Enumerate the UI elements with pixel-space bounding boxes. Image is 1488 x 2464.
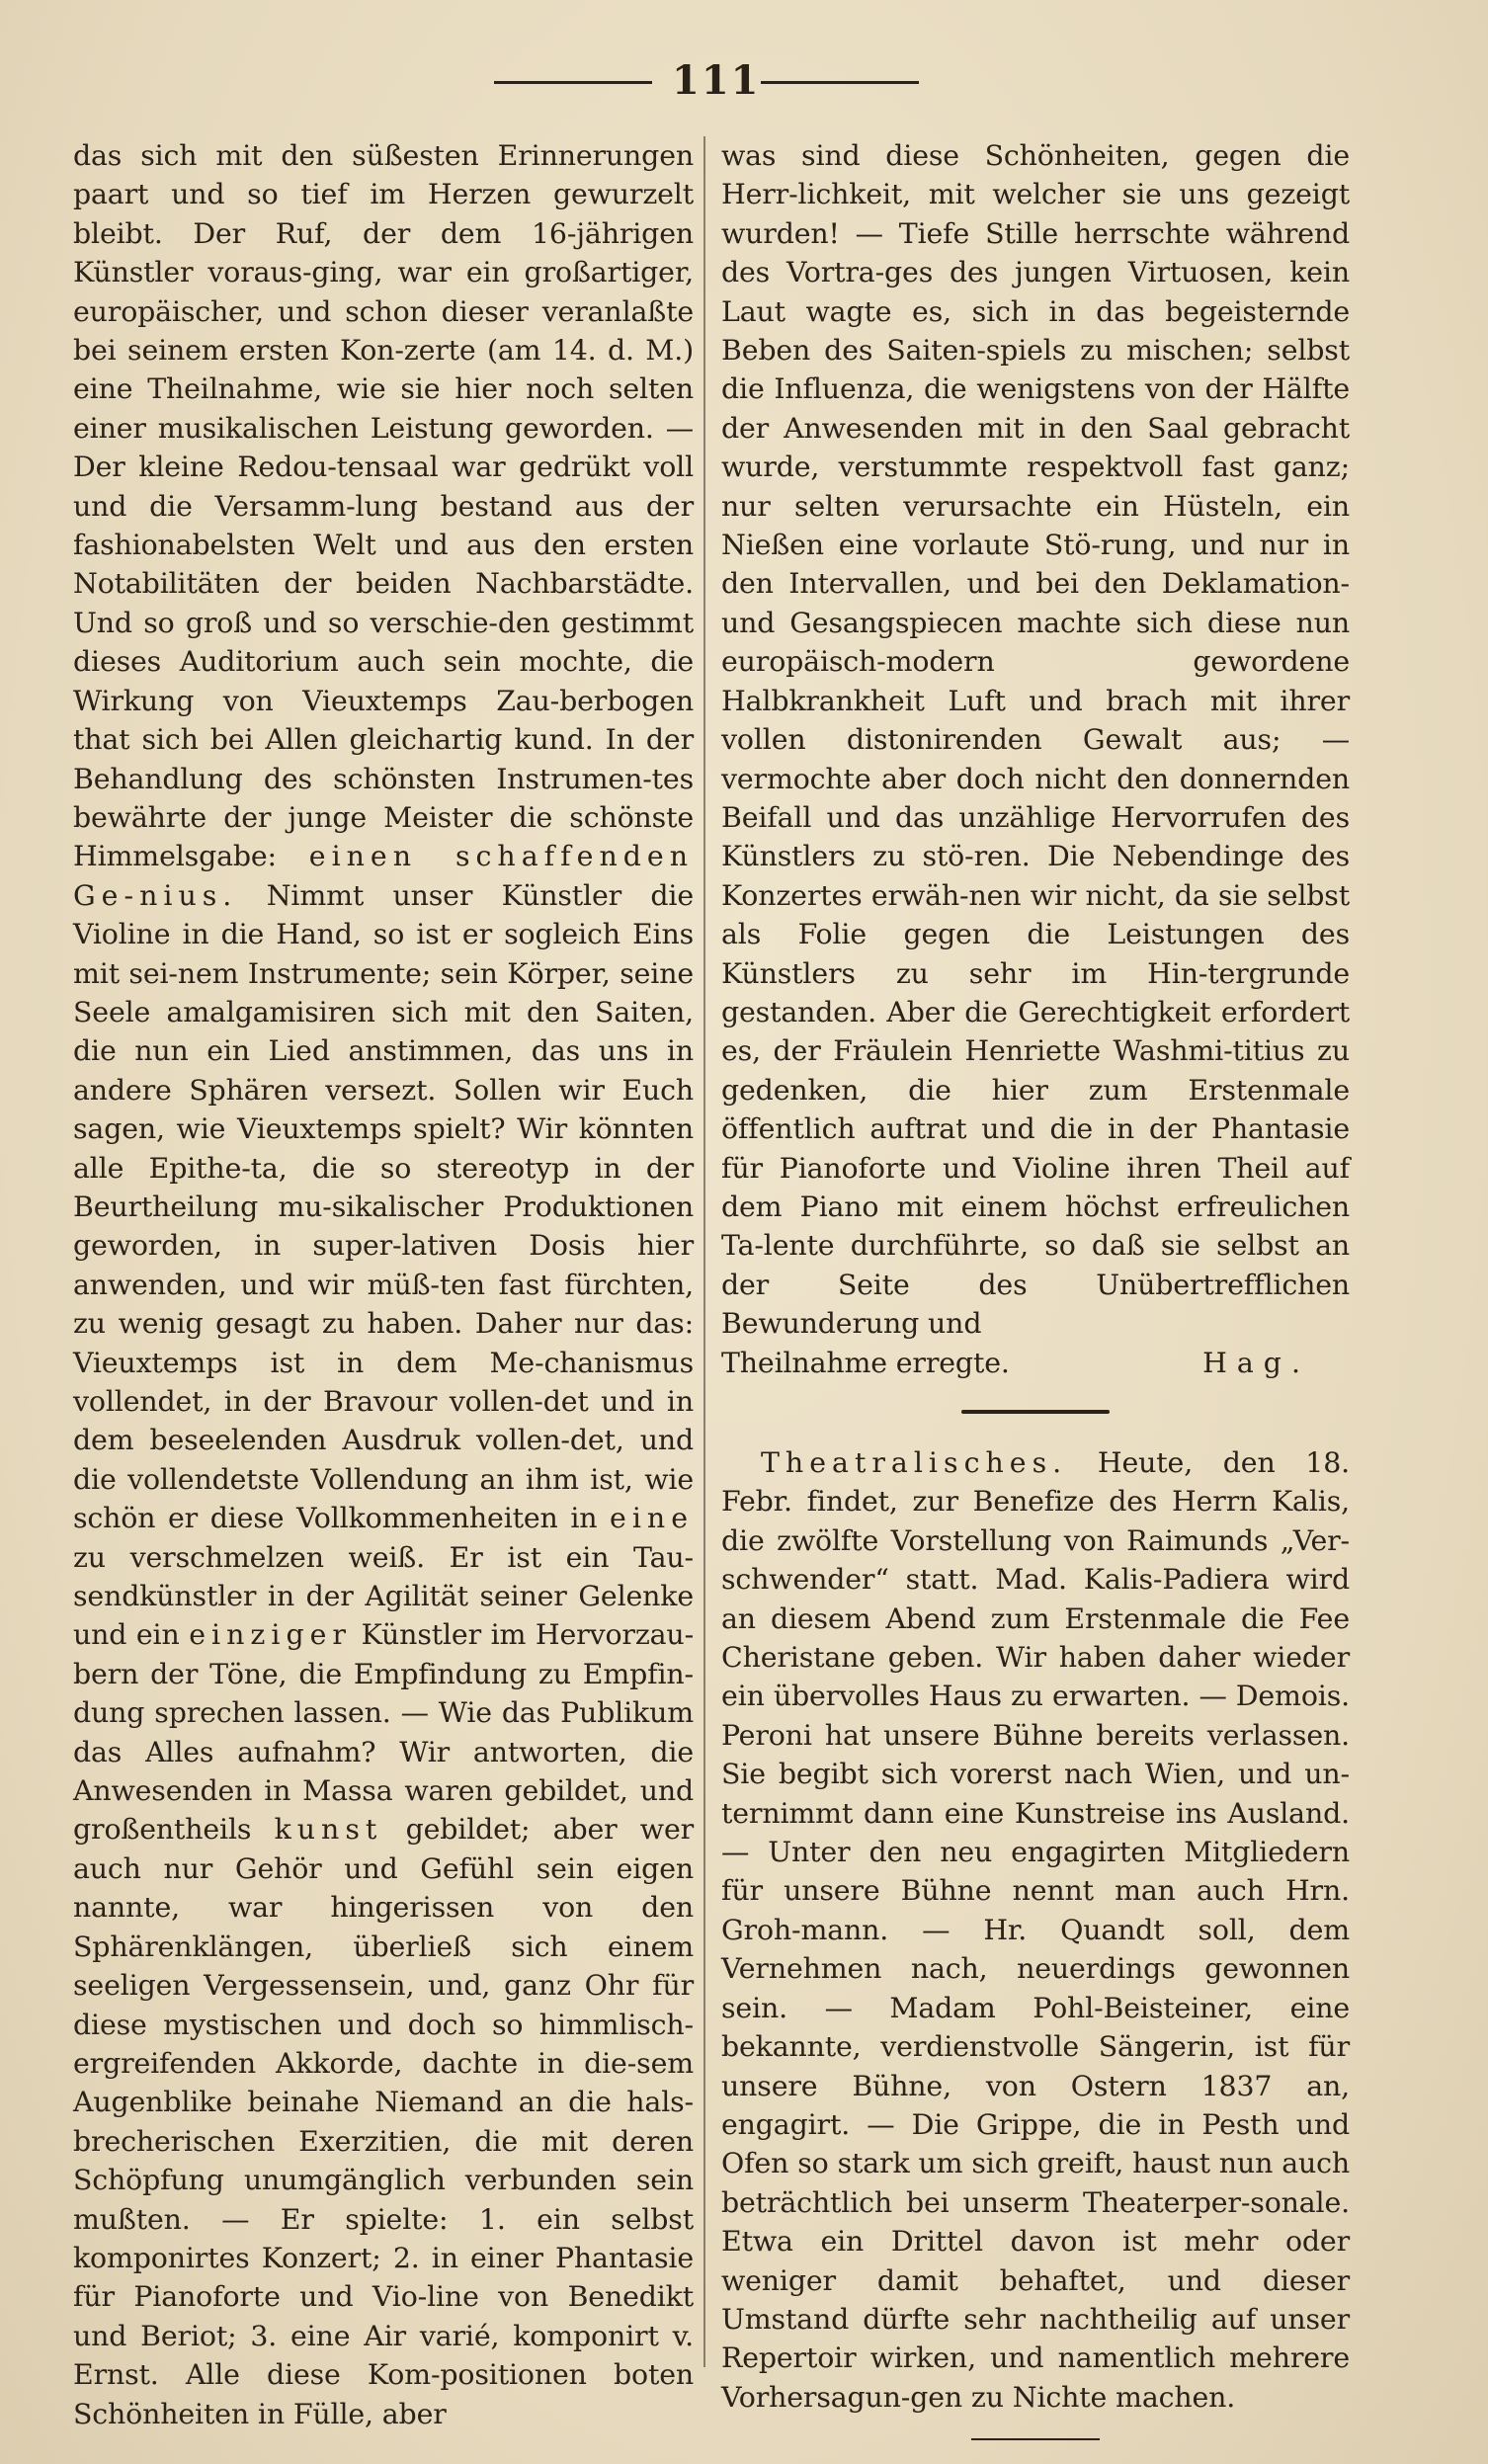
section-separator [961, 1410, 1110, 1414]
end-rule [971, 2438, 1100, 2440]
text-segment: das sich mit den süßesten Erinnerungen paart und so tief im Herzen gewurzelt bleibt. Der Ruf, der dem 16-jährigen Künstler voraus-ging, war ein großartiger, europäischer, und schon dieser veranlaßte bei seinem ersten Kon-zerte (am 14. d. M.) eine Theilnahme, wie sie hier noch selten einer musikalischen Leistung geworden. — Der kleine Redou-tensaal war gedrükt voll und die Versamm-lung bestand aus der fashionabelsten Welt und aus den ersten Notabilitäten der beiden Nachbarstädte. Und so groß und so verschie-den gestimmt dieses Auditorium auch sein mochte, die Wirkung von Vieuxtemps Zau-berbogen that sich bei Allen gleichartig kund. In der Behandlung des schönsten Instrumen-tes bewährte der junge Meister die schönste Himmelsgabe: [73, 139, 694, 873]
text-segment: zu verschmelzen weiß. Er ist ein Tau-sendkünstler in der Agilität seiner Gelenke und ein [73, 1540, 694, 1652]
right-column [721, 136, 1350, 2440]
author-signature: Hag. [1202, 1346, 1310, 1379]
text-segment: gebildet; aber wer auch nur Gehör und Gefühl sein eigen nannte, war hingerissen von den Sphärenklängen, überließ sich einem seeligen Vergessensein, und, ganz Ohr für diese mystischen und doch so himmlisch-ergreifenden Akkorde, dachte in die-sem Augenblike beinahe Niemand an die hals-brecherischen Exerzitien, die mit deren Schöpfung unumgänglich verbunden sein mußten. — Er spielte: 1. ein selbst komponirtes Konzert; 2. in einer Phantasie für Pianoforte und Vio-line von Benedikt und Beriot; 3. eine Air varié, komponirt v. Ernst. Alle diese Kom-positionen boten Schönheiten in Fülle, aber [73, 1813, 695, 2430]
spaced-emphasis: einen schaffenden Ge-nius. [73, 840, 694, 912]
spaced-emphasis: einziger [189, 1618, 352, 1652]
article-vieuxtemps-body [73, 136, 694, 2433]
article-vieuxtemps-continued: was sind diese Schönheiten, gegen die Herr-lichkeit, mit welcher sie uns gezeigt wurden! — Tiefe Stille herrschte während des Vortra-ges des jungen Virtuosen, kein Laut wagte es, sich in das begeisternde Beben des Saiten-spiels zu mischen; selbst die Influenza, die wenigstens von der Hälfte der Anwesenden mit in den Saal gebracht wurde, verstummte respektvoll fast ganz; nur selten verursachte ein Hüsteln, ein Nießen eine vorlaute Stö-rung, und nur in den Intervallen, und bei den Deklamation- und Gesangspiecen machte sich diese nun europäisch-modern gewordene Halbkrankheit Luft und brach mit ihrer vollen distonirenden Gewalt aus; — vermochte aber doch nicht den donnernden Beifall und das unzählige Hervorrufen des Künstlers zu stö-ren. Die Nebendinge des Konzertes erwäh-nen wir nicht, da sie selbst als Folie gegen die Leistungen des Künstlers zu sehr im Hin-tergrunde gestanden. Aber die Gerechtigkeit erfordert es, der Fräulein Henriette Washmi-titius zu gedenken, die hier zum Erstenmale öffentlich auftrat und die in der Phantasie für Pianoforte und Violine ihren Theil auf dem Piano mit einem höchst erfreulichen Ta-lente durchführte, so daß sie selbst an der Seite des Unübertrefflichen Bewunderung und [721, 139, 1350, 1341]
closing-line: Theilnahme erregte. [721, 1346, 1010, 1379]
left-column [73, 136, 694, 2433]
spaced-emphasis: eine [610, 1502, 694, 1535]
signature-line [721, 1344, 1350, 1382]
header-rule-left [494, 81, 652, 84]
page-header [0, 57, 1488, 103]
page-number: 111 [672, 57, 761, 104]
theater-heading: Theatralisches. [761, 1446, 1068, 1479]
header-rule-right [761, 81, 919, 84]
column-divider [703, 136, 705, 2367]
spaced-emphasis: kunst [274, 1813, 383, 1847]
theater-text: Heute, den 18. Febr. findet, zur Benefize des Herrn Kalis, die zwölfte Vorstellung von Raimunds „Ver-schwender“ statt. Mad. Kalis-Padiera wird an diesem Abend zum Erstenmale die Fee Cheristane geben. Wir haben daher wieder ein übervolles Haus zu erwarten. — Demois. Peroni hat unsere Bühne bereits verlassen. Sie begibt sich vorerst nach Wien, und un-ternimmt dann eine Kunstreise ins Ausland. — Unter den neu engagirten Mitgliedern für unsere Bühne nennt man auch Hrn. Groh-mann. — Hr. Quandt soll, dem Vernehmen nach, neuerdings gewonnen sein. — Madam Pohl-Beisteiner, eine bekannte, verdienstvolle Sängerin, ist für unsere Bühne, von Ostern 1837 an, engagirt. — Die Grippe, die in Pesth und Ofen so stark um sich greift, haust nun auch beträchtlich bei unserm Theaterper-sonale. Etwa ein Drittel davon ist mehr oder weniger damit behaftet, und dieser Umstand dürfte sehr nachtheilig auf unser Repertoir wirken, und namentlich mehrere Vorhersagun-gen zu Nichte machen. [721, 1446, 1350, 2414]
theater-news [721, 1443, 1350, 2417]
text-segment: Nimmt unser Künstler die Violine in die Hand, so ist er sogleich Eins mit sei-nem Instrumente; sein Körper, seine Seele amalgamisiren sich mit den Saiten, die nun ein Lied anstimmen, das uns in andere Sphären versezt. Sollen wir Euch sagen, wie Vieuxtemps spielt? Wir könnten alle Epithe-ta, die so stereotyp in der Beurtheilung mu-sikalischer Produktionen geworden, in super-lativen Dosis hier anwenden, und wir müß-ten fast fürchten, zu wenig gesagt zu haben. Daher nur das: Vieuxtemps ist in dem Me-chanismus vollendet, in der Bravour vollen-det und in dem beseelenden Ausdruk vollen-det, und die vollendetste Vollendung an ihm ist, wie schön er diese Vollkommenheiten in [73, 878, 694, 1535]
text-segment: Künstler im Hervorzau-bern der Töne, die Empfindung zu Empfin-dung sprechen lassen. — Wie das Publikum das Alles aufnahm? Wir antworten, die Anwesenden in Massa waren gebildet, und großentheils [73, 1618, 695, 1847]
